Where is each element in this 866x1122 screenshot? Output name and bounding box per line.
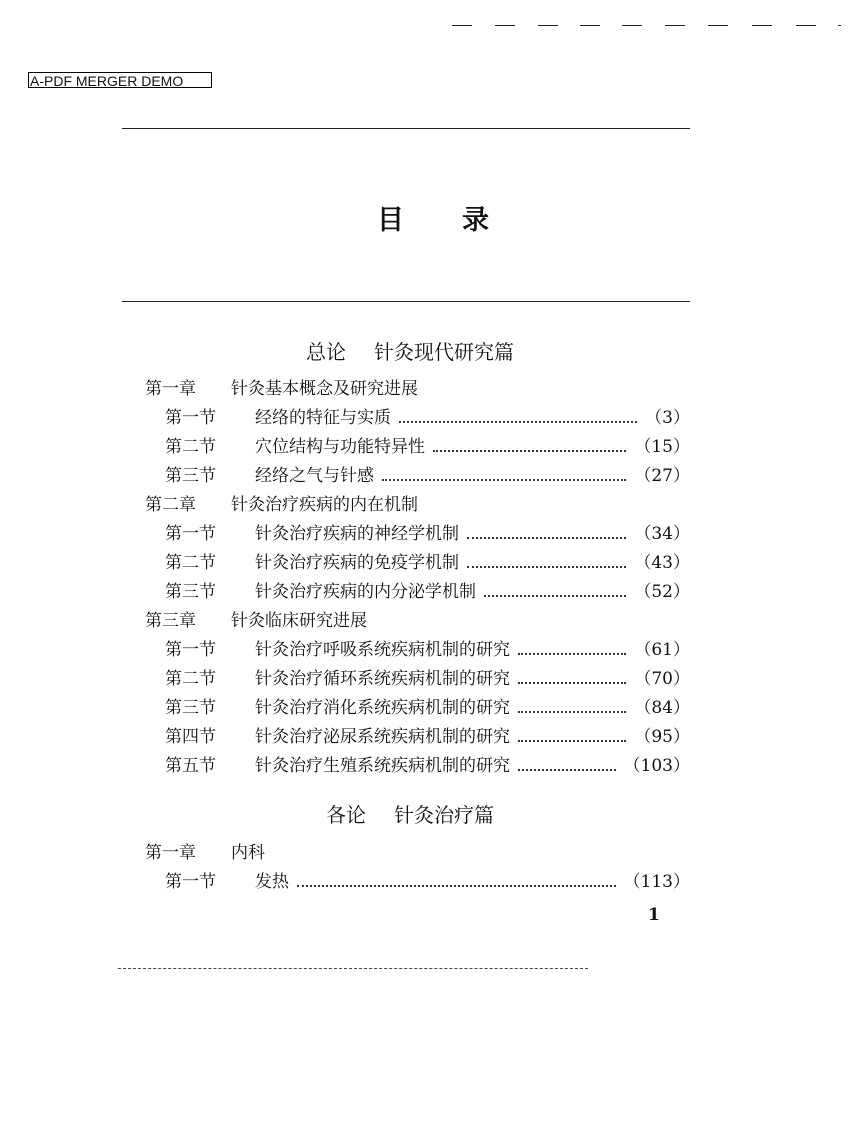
entry-page: （113） [623,872,690,892]
entry-label: 第四节 [165,727,216,747]
dot-leader [484,581,626,597]
dot-leader [433,436,626,452]
entry-page: （3） [645,408,690,428]
dot-leader [518,755,616,771]
dot-leader [518,697,626,713]
entry-title: 针灸治疗疾病的内分泌学机制 [255,582,476,602]
page-title [0,198,866,237]
entry-label: 第三章 [145,611,196,631]
dot-leader [467,552,626,568]
entry-title: 针灸治疗呼吸系统疾病机制的研究 [255,640,510,660]
entry-page: （52） [634,582,690,602]
entry-title: 经络之气与针感 [255,466,374,486]
entry-title: 发热 [255,872,289,892]
part-name: 针灸现代研究篇 [374,340,514,364]
entry-page: （70） [634,669,690,689]
part-label: 各论 [326,803,366,827]
part-label: 总论 [306,340,346,364]
toc-chapter [145,842,690,864]
entry-label: 第五节 [165,756,216,776]
toc-chapter [145,494,690,516]
toc-section [165,436,690,458]
toc-section [165,726,690,748]
toc-section [165,581,690,603]
entry-title: 内科 [231,843,265,863]
entry-label: 第二节 [165,437,216,457]
toc-section [165,639,690,661]
toc-section [165,523,690,545]
entry-label: 第三节 [165,582,216,602]
dot-leader [399,407,637,423]
entry-title: 针灸治疗生殖系统疾病机制的研究 [255,756,510,776]
toc-section [165,668,690,690]
part-name: 针灸治疗篇 [394,803,494,827]
toc-section [165,755,690,777]
entry-label: 第三节 [165,698,216,718]
dot-leader [518,639,626,655]
entry-title: 针灸基本概念及研究进展 [231,379,418,399]
entry-page: （34） [634,524,690,544]
dot-leader [518,668,626,684]
toc-section [165,465,690,487]
toc-chapter [145,610,690,632]
toc-chapter [145,378,690,400]
entry-title: 针灸治疗疾病的内在机制 [231,495,418,515]
entry-label: 第一节 [165,872,216,892]
title-char: 录 [462,205,547,236]
title-char: 目 [377,205,462,236]
entry-title: 针灸治疗泌尿系统疾病机制的研究 [255,727,510,747]
entry-page: （15） [634,437,690,457]
toc-section [165,871,690,893]
watermark-label: A-PDF MERGER DEMO [28,72,212,88]
entry-label: 第二节 [165,669,216,689]
toc-section [165,697,690,719]
entry-page: （61） [634,640,690,660]
part-heading-general [0,336,820,365]
dot-leader [382,465,626,481]
bottom-scan-line [118,968,588,969]
dot-leader [297,871,616,887]
dot-leader [467,523,626,539]
entry-label: 第一节 [165,640,216,660]
title-bottom-rule [122,301,690,302]
entry-label: 第二章 [145,495,196,515]
entry-title: 穴位结构与功能特异性 [255,437,425,457]
dot-leader [518,726,626,742]
entry-page: （95） [634,727,690,747]
entry-label: 第二节 [165,553,216,573]
entry-title: 针灸治疗循环系统疾病机制的研究 [255,669,510,689]
entry-label: 第一节 [165,524,216,544]
entry-page: （84） [634,698,690,718]
entry-title: 经络的特征与实质 [255,408,391,428]
entry-label: 第一章 [145,379,196,399]
part-heading-specific [0,799,820,828]
entry-page: （103） [623,756,690,776]
toc-section [165,407,690,429]
entry-label: 第三节 [165,466,216,486]
entry-title: 针灸临床研究进展 [231,611,367,631]
entry-page: （27） [634,466,690,486]
entry-label: 第一章 [145,843,196,863]
entry-label: 第一节 [165,408,216,428]
entry-title: 针灸治疗消化系统疾病机制的研究 [255,698,510,718]
toc-section [165,552,690,574]
top-rule [122,128,690,129]
entry-title: 针灸治疗疾病的神经学机制 [255,524,459,544]
entry-title: 针灸治疗疾病的免疫学机制 [255,553,459,573]
entry-page: （43） [634,553,690,573]
page-number: 1 [648,905,660,925]
